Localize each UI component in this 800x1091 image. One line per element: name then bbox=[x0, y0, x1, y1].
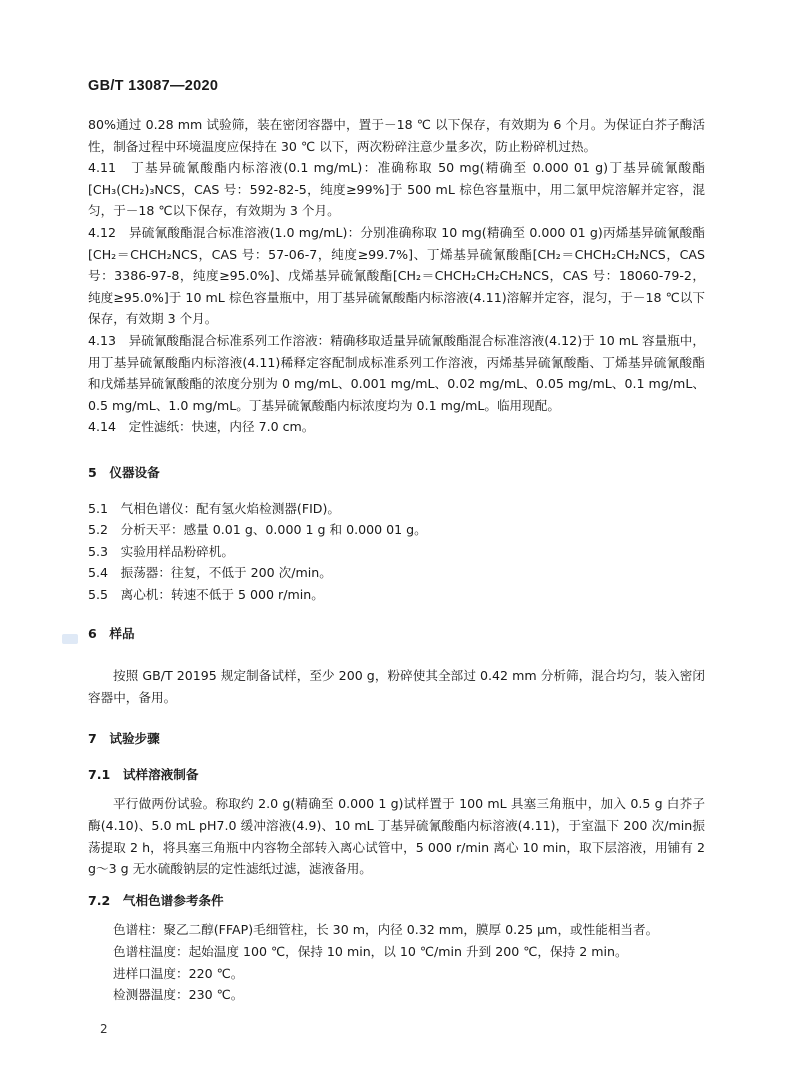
clause-7-1-title: 7.1 试样溶液制备 bbox=[88, 766, 199, 782]
gc-column-line: 色谱柱：聚乙二醇(FFAP)毛细管柱，长 30 m，内径 0.32 mm，膜厚 0.25 μm，或性能相当者。 bbox=[113, 922, 659, 938]
clause-4-11: 4.11 丁基异硫氰酸酯内标溶液(0.1 mg/mL)：准确称取 50 mg(精确至 0.000 01 g)丁基异硫氰酸酯[CH₃(CH₂)₃NCS，CAS 号：592-82-5，纯度≥99%]于 500 mL 棕色容量瓶中，用二氯甲烷溶解并定容，混匀，于－18 ℃以下保存，有效期为 3 个月。 bbox=[88, 160, 705, 219]
clause-7-1-body: 平行做两份试验。称取约 2.0 g(精确至 0.000 1 g)试样置于 100 mL 具塞三角瓶中，加入 0.5 g 白芥子酶(4.10)、5.0 mL pH7.0 缓冲溶液(4.9)、10 mL 丁基异硫氰酸酯内标溶液(4.11)，于室温下 200 次/min振荡提取 2 h，将具塞三角瓶中内容物全部转入离心试管中，5 000 r/min 离心 10 min，取下层溶液，用铺有 2 g～3 g 无水硫酸钠层的定性滤纸过滤，滤液备用。 bbox=[88, 796, 705, 877]
paragraph-continuation: 80%通过 0.28 mm 试验筛，装在密闭容器中，置于－18 ℃ 以下保存，有效期为 6 个月。为保证白芥子酶活性，制备过程中环境温度应保持在 30 ℃ 以下，两次粉碎注意少量多次，防止粉碎机过热。 bbox=[88, 117, 705, 154]
clause-5-5: 5.5 离心机：转速不低于 5 000 r/min。 bbox=[88, 586, 324, 602]
page-number: 2 bbox=[100, 1022, 108, 1036]
section-6-title: 6 样品 bbox=[88, 626, 135, 642]
clause-4-13: 4.13 异硫氰酸酯混合标准系列工作溶液：精确移取适量异硫氰酸酯混合标准溶液(4.12)于 10 mL 容量瓶中，用丁基异硫氰酸酯内标溶液(4.11)稀释定容配制成标准系列工作溶液，丙烯基异硫氰酸酯、丁烯基异硫氰酸酯和戊烯基异硫氰酸酯的浓度分别为 0 mg/mL、0.001 mg/mL、0.02 mg/mL、0.05 mg/mL、0.1 mg/mL、0.5 mg/mL、1.0 mg/mL。丁基异硫氰酸酯内标浓度均为 0.1 mg/mL。临用现配。 bbox=[88, 332, 705, 413]
section-5-title: 5 仪器设备 bbox=[88, 464, 160, 480]
clause-5-4: 5.4 振荡器：往复，不低于 200 次/min。 bbox=[88, 565, 332, 581]
clause-4-14: 4.14 定性滤纸：快速，内径 7.0 cm。 bbox=[88, 419, 315, 435]
gc-inlet-temp-line: 进样口温度：220 ℃。 bbox=[113, 965, 244, 981]
page-side-mark bbox=[62, 634, 78, 644]
clause-5-2: 5.2 分析天平：感量 0.01 g、0.000 1 g 和 0.000 01 g。 bbox=[88, 522, 427, 538]
clause-5-1: 5.1 气相色谱仪：配有氢火焰检测器(FID)。 bbox=[88, 500, 341, 516]
clause-7-2-title: 7.2 气相色谱参考条件 bbox=[88, 892, 224, 908]
gc-detector-temp-line: 检测器温度：230 ℃。 bbox=[113, 987, 244, 1003]
document-body bbox=[88, 114, 705, 1006]
clause-4-12: 4.12 异硫氰酸酯混合标准溶液(1.0 mg/mL)：分别准确称取 10 mg(精确至 0.000 01 g)丙烯基异硫氰酸酯[CH₂＝CHCH₂NCS，CAS 号：57-06-7，纯度≥99.7%]、丁烯基异硫氰酸酯[CH₂＝CHCH₂CH₂NCS，CAS 号：3386-97-8，纯度≥95.0%]、戊烯基异硫氰酸酯[CH₂＝CHCH₂CH₂CH₂NCS，CAS 号：18060-79-2，纯度≥95.0%]于 10 mL 棕色容量瓶中，用丁基异硫氰酸酯内标溶液(4.11)溶解并定容，混匀，于－18 ℃以下保存，有效期 3 个月。 bbox=[88, 224, 705, 327]
section-7-title: 7 试验步骤 bbox=[88, 731, 160, 747]
standard-header: GB/T 13087—2020 bbox=[88, 78, 219, 94]
section-6-body: 按照 GB/T 20195 规定制备试样，至少 200 g，粉碎使其全部过 0.42 mm 分析筛，混合均匀，装入密闭容器中，备用。 bbox=[88, 668, 705, 705]
gc-oven-temp-line: 色谱柱温度：起始温度 100 ℃，保持 10 min，以 10 ℃/min 升到 200 ℃，保持 2 min。 bbox=[113, 944, 628, 959]
clause-5-3: 5.3 实验用样品粉碎机。 bbox=[88, 543, 234, 559]
